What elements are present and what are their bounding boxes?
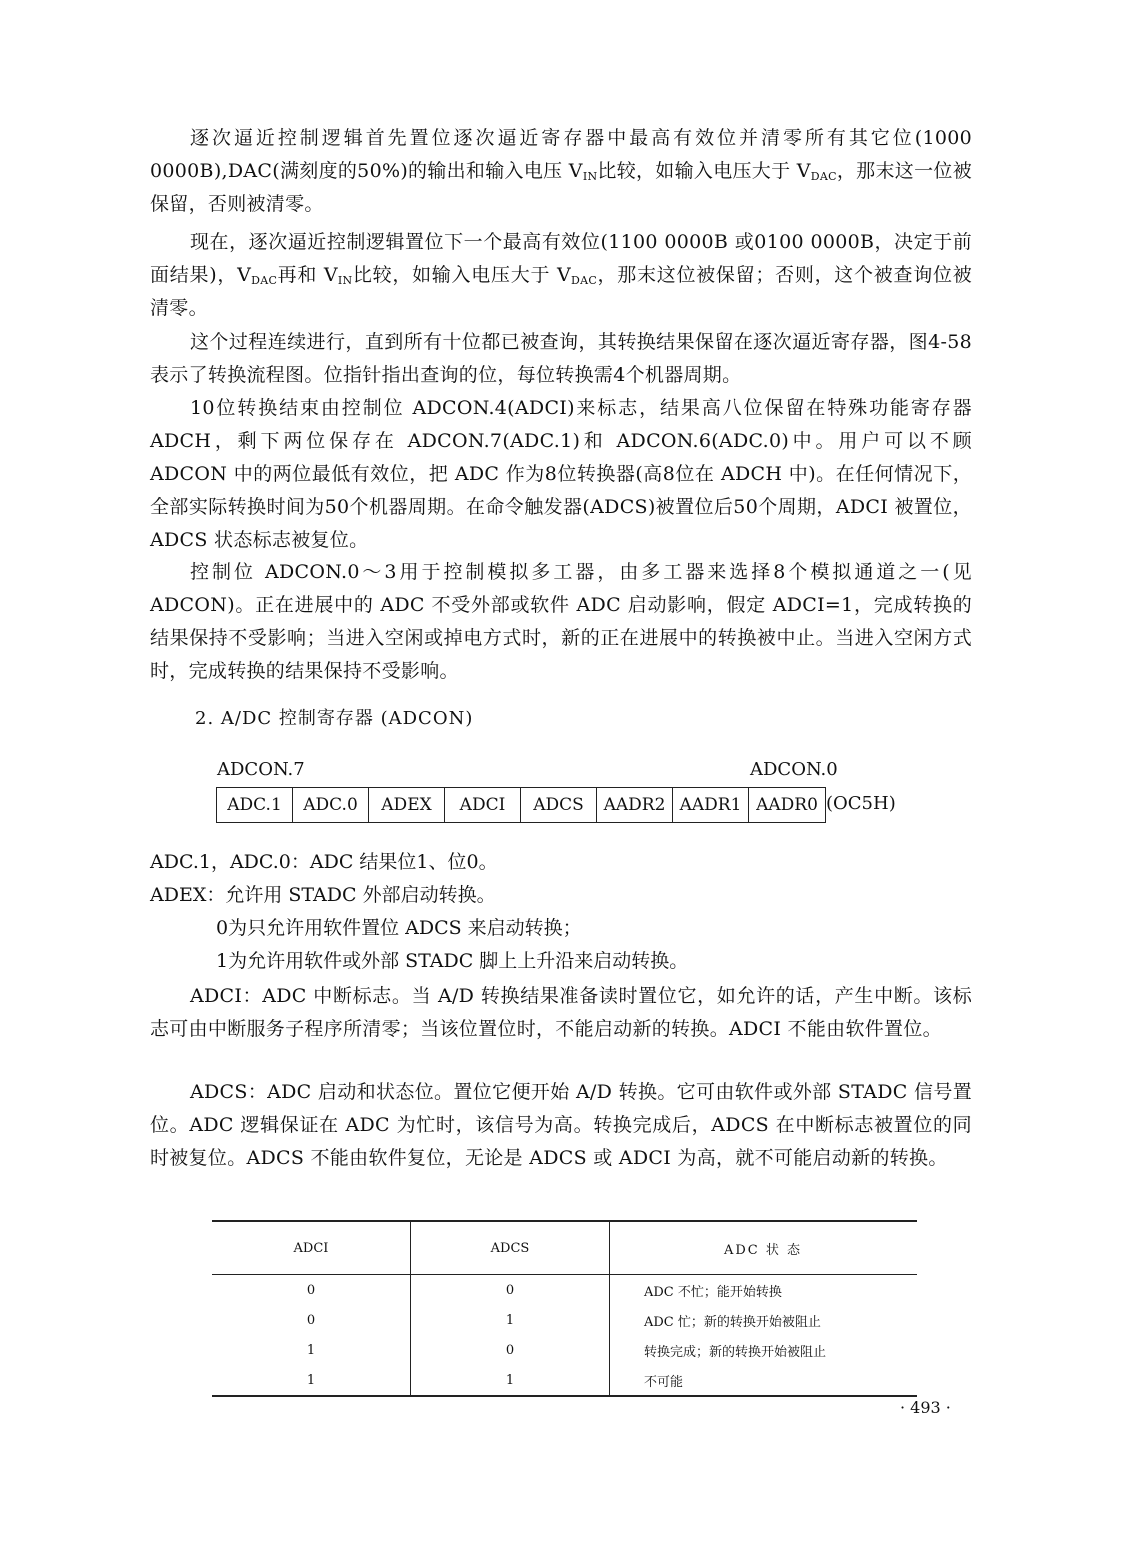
adcon-register xyxy=(216,787,826,823)
cell: 1 xyxy=(212,1335,411,1365)
register-label-left: ADCON.7 xyxy=(217,759,305,780)
cell: 0 xyxy=(212,1305,411,1335)
paragraph-next-bit: 现在，逐次逼近控制逻辑置位下一个最高有效位(1100 0000B 或0100 0000B，决定于前面结果)，$V_{DAC}$再和 $V_{IN}$比较，如输入电压大于 $V_{DAC}$，那末这位被保留；否则，这个被查询位被清零。 xyxy=(150,231,972,319)
paragraph-process-continues: 这个过程连续进行，直到所有十位都已被查询，其转换结果保留在逐次逼近寄存器，图4-58表示了转换流程图。位指针指出查询的位，每位转换需4个机器周期。 xyxy=(150,331,972,386)
paragraph-conversion-end: 10位转换结束由控制位 ADCON.4(ADCI)来标志，结果高八位保留在特殊功能寄存器 ADCH，剩下两位保存在 ADCON.7(ADC.1)和 ADCON.6(ADC.0)中。用户可以不顾 ADCON 中的两位最低有效位，把 ADC 作为8位转换器(高8位在 ADCH 中)。在任何情况下，全部实际转换时间为50个机器周期。在命令触发器(ADCS)被置位后50个周期，ADCI 被置位，ADCS 状态标志被复位。 xyxy=(150,397,972,551)
cell: 1 xyxy=(212,1365,411,1396)
cell: 0 xyxy=(212,1275,411,1306)
table-row xyxy=(212,1365,917,1396)
register-label-right: ADCON.0 xyxy=(750,759,838,780)
desc-adex-1: 1为允许用软件或外部 STADC 脚上上升沿来启动转换。 xyxy=(216,950,689,972)
cell: 0 xyxy=(411,1335,610,1365)
desc-adci: ADCI：ADC 中断标志。当 A/D 转换结果准备读时置位它，如允许的话，产生中断。该标志可由中断服务子程序所清零；当该位置位时，不能启动新的转换。ADCI 不能由软件置位。 xyxy=(150,985,972,1040)
table-row xyxy=(212,1275,917,1306)
column-header-status: ADC 状 态 xyxy=(610,1221,918,1275)
paragraph-control-bits: 控制位 ADCON.0～3用于控制模拟多工器，由多工器来选择8个模拟通道之一(见 ADCON)。正在进展中的 ADC 不受外部或软件 ADC 启动影响，假定 ADCI=1，完成转换的结果保持不受影响；当进入空闲或掉电方式时，新的正在进展中的转换被中止。当进入空闲方式时，完成转换的结果保持不受影响。 xyxy=(150,561,972,682)
register-bit: ADCI xyxy=(445,788,521,822)
desc-adex-0: 0为只允许用软件置位 ADCS 来启动转换； xyxy=(216,917,582,939)
desc-adc-result-bits: ADC.1，ADC.0：ADC 结果位1、位0。 xyxy=(150,851,498,873)
table-row xyxy=(212,1305,917,1335)
cell: 0 xyxy=(411,1275,610,1306)
register-bit: ADEX xyxy=(369,788,445,822)
desc-adex: ADEX：允许用 STADC 外部启动转换。 xyxy=(150,884,496,906)
cell: ADC 不忙；能开始转换 xyxy=(644,1284,782,1300)
register-address: (OC5H) xyxy=(826,793,896,814)
cell: 转换完成；新的转换开始被阻止 xyxy=(644,1344,827,1360)
register-bit: ADCS xyxy=(521,788,597,822)
cell: ADC 忙；新的转换开始被阻止 xyxy=(644,1314,821,1330)
section-heading: 2. A/DC 控制寄存器 (ADCON) xyxy=(195,708,474,729)
paragraph-successive-approximation: 逐次逼近控制逻辑首先置位逐次逼近寄存器中最高有效位并清零所有其它位(1000 0000B),DAC(满刻度的50%)的输出和输入电压 $V_{IN}$比较，如输入电压大于 $V_{DAC}$，那末这一位被保留，否则被清零。 xyxy=(150,127,972,215)
table-header-row xyxy=(212,1221,917,1275)
register-bit: AADR1 xyxy=(673,788,749,822)
column-header-adcs: ADCS xyxy=(411,1221,610,1275)
page-number: · 493 · xyxy=(900,1398,951,1417)
adc-status-table xyxy=(212,1220,917,1397)
column-header-adci: ADCI xyxy=(212,1221,411,1275)
register-bit: ADC.1 xyxy=(217,788,293,822)
cell: 1 xyxy=(411,1365,610,1396)
register-bit: AADR0 xyxy=(756,795,818,815)
register-bit: ADC.0 xyxy=(293,788,369,822)
cell: 不可能 xyxy=(610,1365,918,1396)
table-row xyxy=(212,1335,917,1365)
cell: 1 xyxy=(411,1305,610,1335)
desc-adcs: ADCS：ADC 启动和状态位。置位它便开始 A/D 转换。它可由软件或外部 STADC 信号置位。ADC 逻辑保证在 ADC 为忙时，该信号为高。转换完成后，ADCS 在中断标志被置位的同时被复位。ADCS 不能由软件复位，无论是 ADCS 或 ADCI 为高，就不可能启动新的转换。 xyxy=(150,1081,972,1169)
register-bit: AADR2 xyxy=(597,788,673,822)
